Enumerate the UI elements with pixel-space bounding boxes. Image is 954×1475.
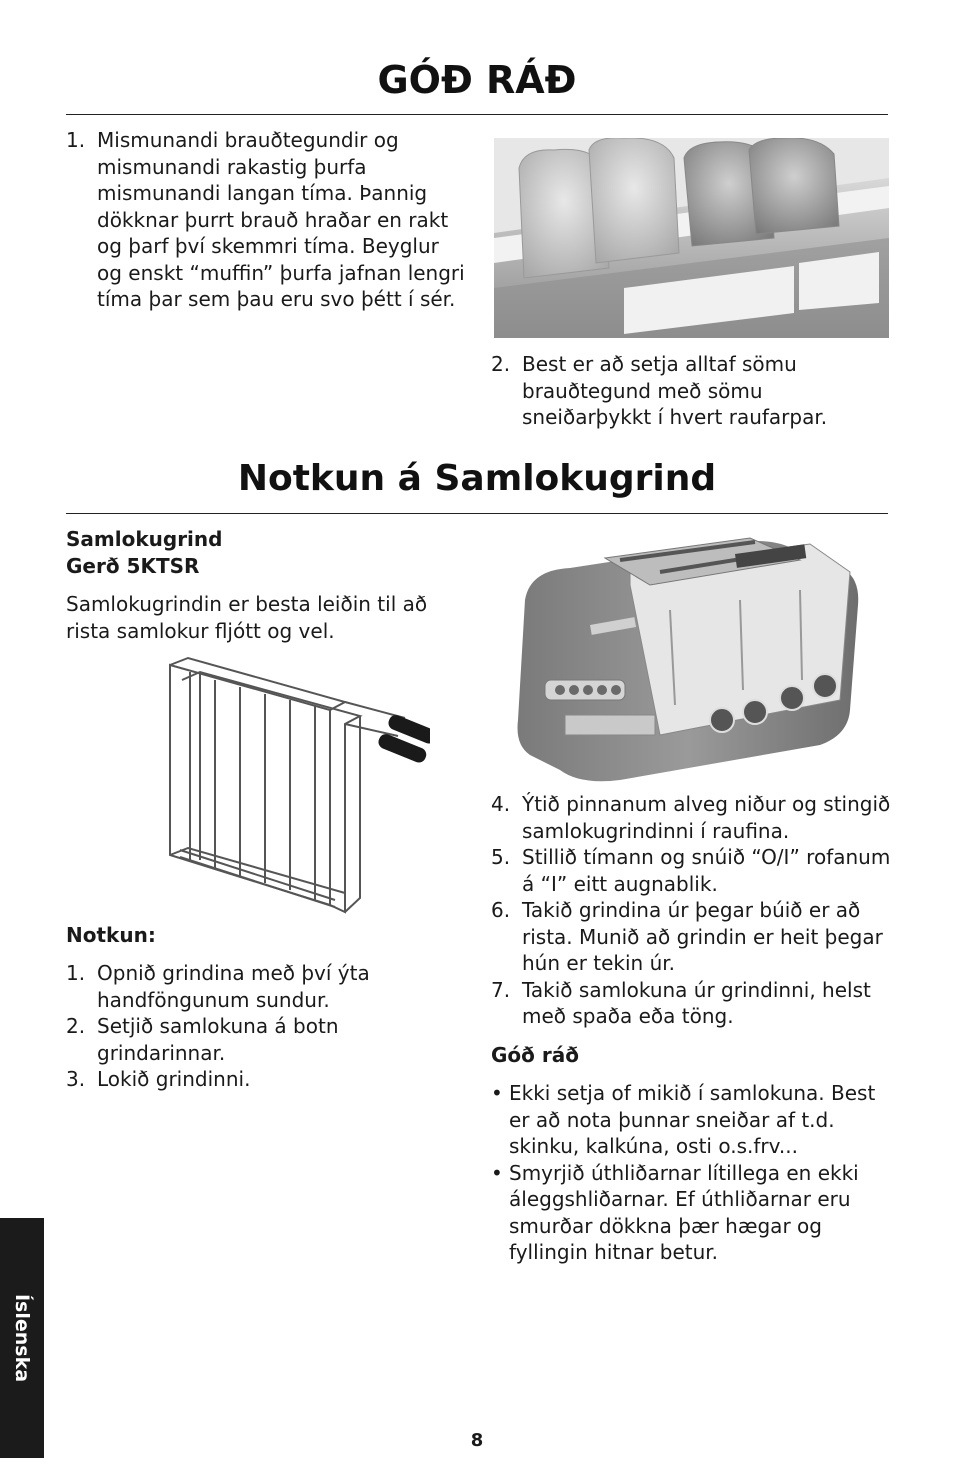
usage-heading: Notkun: <box>66 923 156 947</box>
sandwich-rack-image <box>130 650 430 920</box>
list-item: 3. Lokið grindinni. <box>66 1067 251 1091</box>
title-rule <box>66 114 888 115</box>
list-item: 4. Ýtið pinnanum alveg niður og stingið samlokugrindinni í raufina. <box>491 792 891 843</box>
list-item: 1. Opnið grindina með því ýta handföngunum sundur. <box>66 961 370 1012</box>
tips-bullets <box>491 1080 886 1266</box>
tips-heading: Góð ráð <box>491 1043 579 1067</box>
list-item: 6. Takið grindina úr þegar búið er að rista. Munið að grindin er heit þegar hún er tekin úr. <box>491 898 883 975</box>
product-subheading: Samlokugrind Gerð 5KTSR <box>66 527 223 578</box>
list-item: • Ekki setja of mikið í samlokuna. Best er að nota þunnar sneiðar af t.d. skinku, kalkúna, osti o.s.frv... <box>491 1081 876 1158</box>
list-item: 2. Best er að setja alltaf sömu brauðtegund með sömu sneiðarþykkt í hvert raufarpar. <box>491 352 828 429</box>
usage-steps-right <box>491 791 891 1030</box>
list-item: 7. Takið samlokuna úr grindinni, helst með spaða eða töng. <box>491 977 871 1028</box>
toast-slices-image <box>494 138 889 338</box>
list-item: 1. Mismunandi brauðtegundir og mismunandi rakastig þurfa mismunandi langan tíma. Þannig dökknar þurrt brauð hraðar en rakt og þarf því skemmri tíma. Beyglur og enskt “muffin” þurfa jafnan lengri tíma þar sem þau eru svo þétt í sér. <box>66 128 465 311</box>
tips-list-left <box>66 127 466 313</box>
toaster-with-rack-image <box>510 530 865 785</box>
language-label: Íslenska <box>11 1293 33 1383</box>
section-title-tips: GÓÐ RÁÐ <box>377 58 577 102</box>
tips-list-right <box>491 351 891 431</box>
usage-steps-left <box>66 960 451 1093</box>
intro-paragraph: Samlokugrindin er besta leiðin til að rista samlokur fljótt og vel. <box>66 592 428 643</box>
section-title-sandwich-rack: Notkun á Samlokugrind <box>237 458 717 499</box>
list-item: • Smyrjið úthliðarnar lítillega en ekki áleggshliðarnar. Ef úthliðarnar eru smurðar dökkna þær hægar og fyllingin hitnar betur. <box>491 1160 859 1264</box>
language-side-tab <box>0 1218 44 1458</box>
page-number: 8 <box>470 1430 484 1451</box>
list-item: 5. Stillið tímann og snúið “O/I” rofanum á “I” eitt augnablik. <box>491 845 891 896</box>
list-item: 2. Setjið samlokuna á botn grindarinnar. <box>66 1014 339 1065</box>
title-rule <box>66 513 888 514</box>
